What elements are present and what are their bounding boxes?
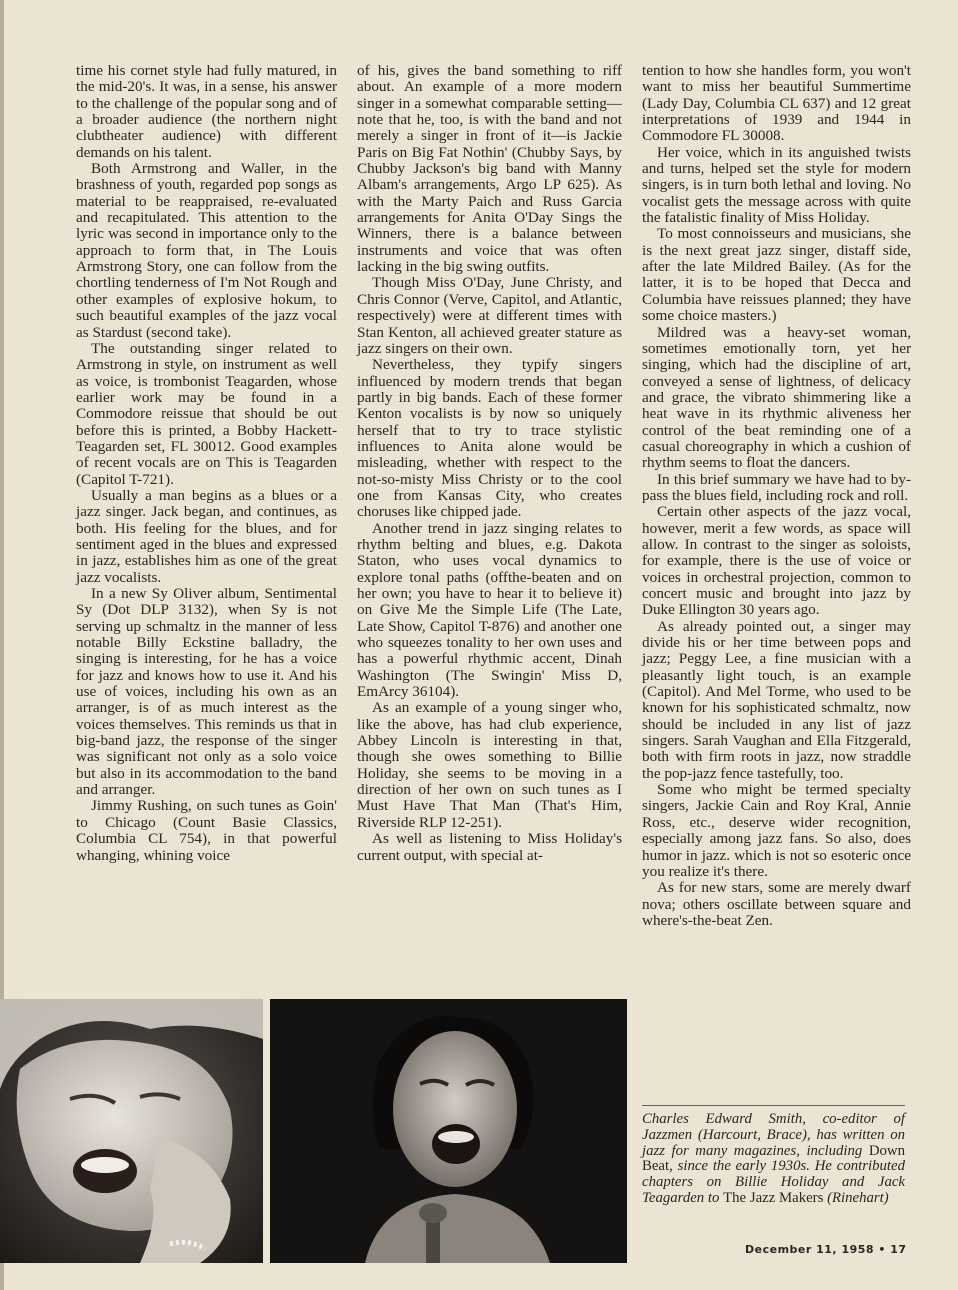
paragraph: As for new stars, some are merely dwarf nova; others oscillate between square and where's-the-beat Zen.: [642, 879, 911, 929]
paragraph: Another trend in jazz singing relates to rhythm belting and blues, e.g. Dakota Staton, who uses vocal dynamics to explore tonal paths (offthe-beaten and on her own; you have to hear it to believe it) on Give Me the Simple Life (The Late, Late Show, Capitol T-876) and another one who squeezes tonality to her own uses and has a powerful rhythmic accent, Dinah Washington (The Swingin' Miss D, EmArcy 36104).: [357, 519, 622, 701]
paragraph: As an example of a young singer who, like the above, has had club experience, Abbey Lincoln is interesting in that, though she owes something to Billie Holiday, she seems to be moving in a direction of her own on such tunes as I Must Have That Man (That's Him, Riverside RLP 12-251).: [357, 699, 622, 831]
bio-text: Charles Edward Smith, co-editor of Jazzmen (Harcourt, Brace), has written on jazz for many magazines, including: [642, 1111, 905, 1159]
paragraph: time his cornet style had fully matured, in the mid-20's. It was, in a sense, his answer to the challenge of the popular song and of a broader audience (the northern night clubtheater audience) with different demands on his talent.: [76, 62, 337, 161]
paragraph: Mildred was a heavy-set woman, sometimes emotionally torn, yet her singing, which had the discipline of art, conveyed a sense of lightness, of delicacy and grace, the vibrato shimmering like a heat wave in its rhythmic aliveness her control of the beat reminding one of a casual choreography in which a cushion of rhythm seems to float the dancers.: [642, 323, 911, 472]
paragraph: As already pointed out, a singer may divide his or her time between pops and jazz; Peggy Lee, a fine musician with a pleasantly light touch, is an example (Capitol). And Mel Torme, who used to be known for his sophisticated schmaltz, now should be included in any list of jazz singers. Sarah Vaughan and Ella Fitzgerald, both with firm roots in jazz, now straddle the pop-jazz fence tastefully, too.: [642, 617, 911, 782]
text-column-1: [76, 63, 337, 864]
text-column-3: [642, 63, 911, 929]
issue-date: December 11, 1958: [745, 1243, 875, 1256]
paragraph: Some who might be termed specialty singers, Jackie Cain and Roy Kral, Annie Ross, etc., deserve wider recognition, especially among jazz fans. So also, does humor in jazz. which is not so esoteric once you realize it's there.: [642, 781, 911, 880]
footer-bullet: •: [878, 1243, 886, 1256]
paragraph: Her voice, which in its anguished twists and turns, helped set the style for modern singers, is in turn both lethal and loving. No vocalist gets the message across with quite the fatalistic finality of Miss Holiday.: [642, 143, 911, 227]
paragraph: In this brief summary we have had to by-pass the blues field, including rock and roll.: [642, 470, 911, 504]
page-number: 17: [890, 1243, 907, 1256]
text-column-2: [357, 63, 622, 864]
singer-photo-left-image: [0, 999, 263, 1263]
paragraph: Though Miss O'Day, June Christy, and Chris Connor (Verve, Capitol, and Atlantic, respectively) were at different times with Stan Kenton, all achieved greater stature as jazz singers on their own.: [357, 274, 622, 357]
paragraph: tention to how she handles form, you won't want to miss her beautiful Summertime (Lady Day, Columbia CL 637) and 12 great interpretations of 1939 and 1944 in Commodore FL 30008.: [642, 62, 911, 145]
bio-text: (Rinehart): [823, 1189, 889, 1206]
bio-book: The Jazz Makers: [723, 1189, 824, 1206]
bio-separator: [642, 1105, 905, 1106]
paragraph: To most connoisseurs and musicians, she is the next great jazz singer, distaff side, after the late Mildred Bailey. (As for the latter, it is to be hoped that Decca and Columbia have reissues planned; they have some choice masters.): [642, 225, 911, 325]
paragraph: Certain other aspects of the jazz vocal, however, merit a few words, as space will allow. In contrast to the singer as soloists, for example, there is the use of voice or voices in orchestral projection, common to concert music and brought into jazz by Duke Ellington 30 years ago.: [642, 503, 911, 619]
bio-magazine: Down Beat: [642, 1142, 905, 1175]
paragraph: As well as listening to Miss Holiday's current output, with special at-: [357, 830, 622, 864]
paragraph: of his, gives the band something to riff about. An example of a more modern singer in a somewhat comparable setting—note that he, too, is with the band and not merely a singer in front of it—is Jackie Paris on Big Fat Nothin' (Chubby Says, by Chubby Jackson's big band with Manny Albam's arrangements, Argo LP 625). As with the Marty Paich and Russ Garcia arrangements for Anita O'Day Sings the Winners, there is a balance between instruments and voice that was often lacking in the big swing outfits.: [357, 62, 622, 276]
singer-photo-left: [0, 999, 263, 1263]
paragraph: Usually a man begins as a blues or a jazz singer. Jack began, and continues, as both. His feeling for the blues, and for sentiment aged in the blues and expressed in jazz, establishes him as one of the great jazz vocalists.: [76, 486, 337, 586]
paragraph: Nevertheless, they typify singers influenced by modern trends that began partly in big bands. Each of these former Kenton vocalists is by now so uniquely herself that to try to trace stylistic influences to Anita alone would be misleading, whether with respect to the not-so-misty Miss Christy or to the cool one from Kansas City, who creates choruses like chipped jade.: [357, 356, 622, 521]
page-footer: [745, 1243, 909, 1256]
bio-text: , since the early 1930s. He contributed chapters on Billie Holiday and Jack Teagarden to: [642, 1158, 905, 1206]
singer-photo-right: [270, 999, 627, 1263]
paragraph: The outstanding singer related to Armstrong in style, on instrument as well as voice, is trombonist Teagarden, whose earlier work may be found in a Commodore reissue that should be out before this is printed, a Bobby Hackett-Teagarden set, FL 30012. Good examples of recent vocals are on This is Teagarden (Capitol T-721).: [76, 339, 337, 488]
paragraph: Both Armstrong and Waller, in the brashness of youth, regarded pop songs as material to be reappraised, re-evaluated and recapitulated. This attention to the lyric was second in importance only to the approach to form that, in The Louis Armstrong Story, one can follow from the chortling tenderness of I'm Not Rough and other examples of explosive hokum, to such beautiful examples of the jazz vocal as Stardust (second take).: [76, 160, 337, 341]
paragraph: In a new Sy Oliver album, Sentimental Sy (Dot DLP 3132), when Sy is not serving up schmaltz in the manner of less notable Billy Eckstine balladry, the singing is interesting, for he has a voice for jazz and knows how to use it. And his use of voices, including his own as an arranger, is of as much interest as the voices themselves. This reminds us that in big-band jazz, the response of the singer was significant not only as a solo voice but also in its accommodation to the band and arranger.: [76, 585, 337, 799]
paragraph: Jimmy Rushing, on such tunes as Goin' to Chicago (Count Basie Classics, Columbia CL 754), in that powerful whanging, whining voice: [76, 797, 337, 864]
author-bio: [642, 1112, 905, 1207]
singer-photo-right-image: [270, 999, 627, 1263]
